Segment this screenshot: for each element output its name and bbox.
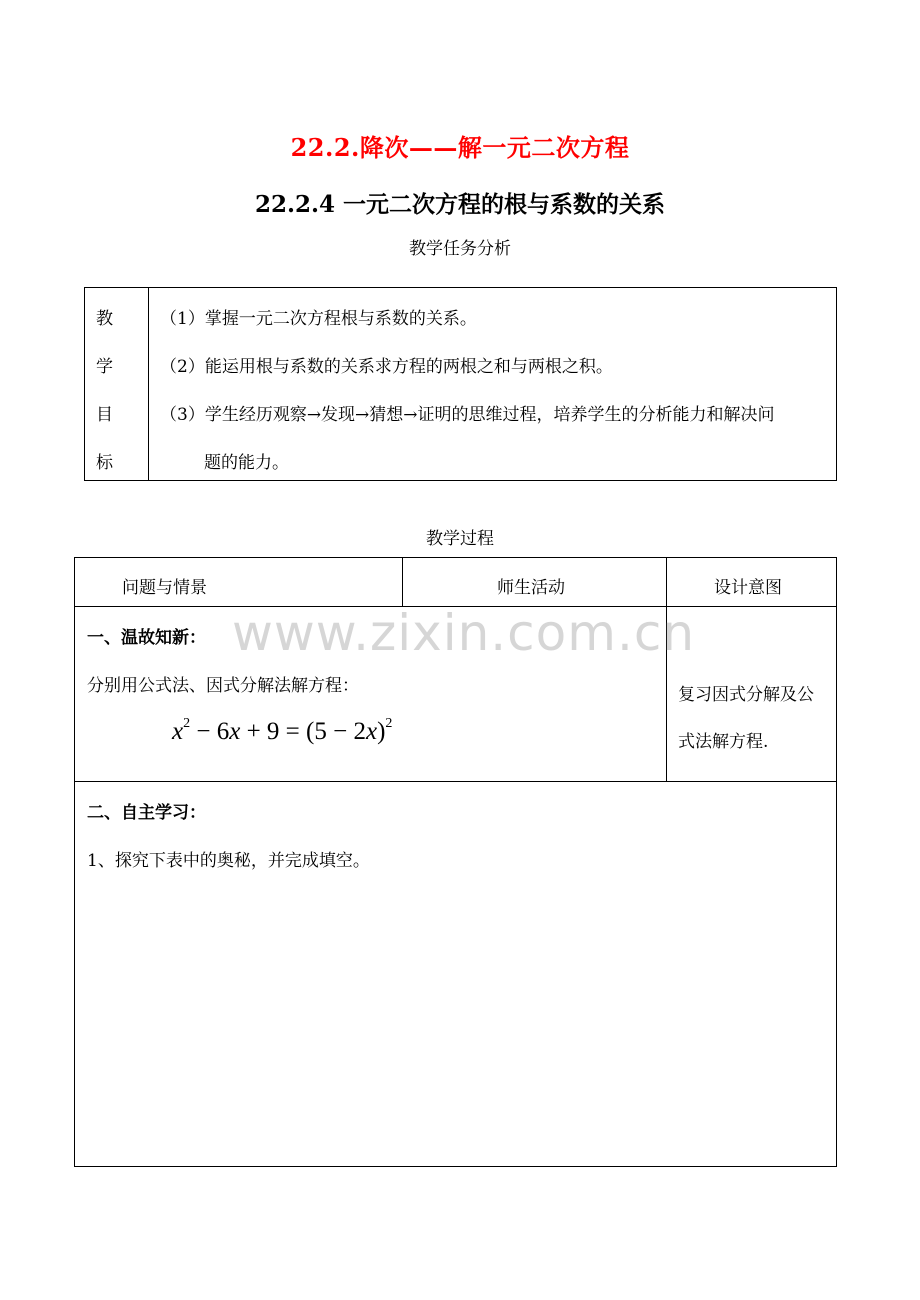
objective-item: （2）能运用根与系数的关系求方程的两根之和与两根之积。: [160, 357, 613, 377]
watermark: www.zixin.com.cn: [232, 604, 696, 662]
process-col-divider: [402, 557, 403, 606]
task-analysis-heading: 教学任务分析: [409, 239, 511, 259]
section2-item1: 1、探究下表中的奥秘，并完成填空。: [87, 851, 370, 871]
equation: $x^2 - 6x + 9 = (5 - 2x)^2$: [172, 716, 393, 745]
section1-instruction: 分别用公式法、因式分解法解方程：: [87, 676, 359, 696]
section-title: 22.2.4 一元二次方程的根与系数的关系: [254, 191, 666, 218]
objectives-label-char: 教: [96, 309, 113, 329]
design-intent-line: 式法解方程.: [678, 732, 769, 752]
objectives-label-char: 目: [96, 405, 113, 425]
objective-item: （3）学生经历观察→发现→猜想→证明的思维过程，培养学生的分析能力和解决问: [160, 405, 775, 425]
column-header-problem: 问题与情景: [122, 578, 207, 598]
objective-item: （1）掌握一元二次方程根与系数的关系。: [160, 309, 477, 329]
process-col-divider: [666, 557, 667, 782]
design-intent-line: 复习因式分解及公: [678, 685, 814, 705]
process-row-rule: [74, 781, 837, 782]
objectives-label-char: 标: [96, 453, 113, 473]
objectives-label-char: 学: [96, 357, 113, 377]
process-heading: 教学过程: [426, 529, 494, 549]
section1-title: 一、温故知新：: [87, 628, 206, 648]
objectives-divider: [148, 287, 149, 481]
objective-item: 题的能力。: [204, 453, 289, 473]
column-header-intent: 设计意图: [714, 578, 782, 598]
column-header-activity: 师生活动: [497, 578, 565, 598]
section2-title: 二、自主学习：: [87, 803, 206, 823]
chapter-title: 22.2.降次——解一元二次方程: [290, 133, 630, 162]
